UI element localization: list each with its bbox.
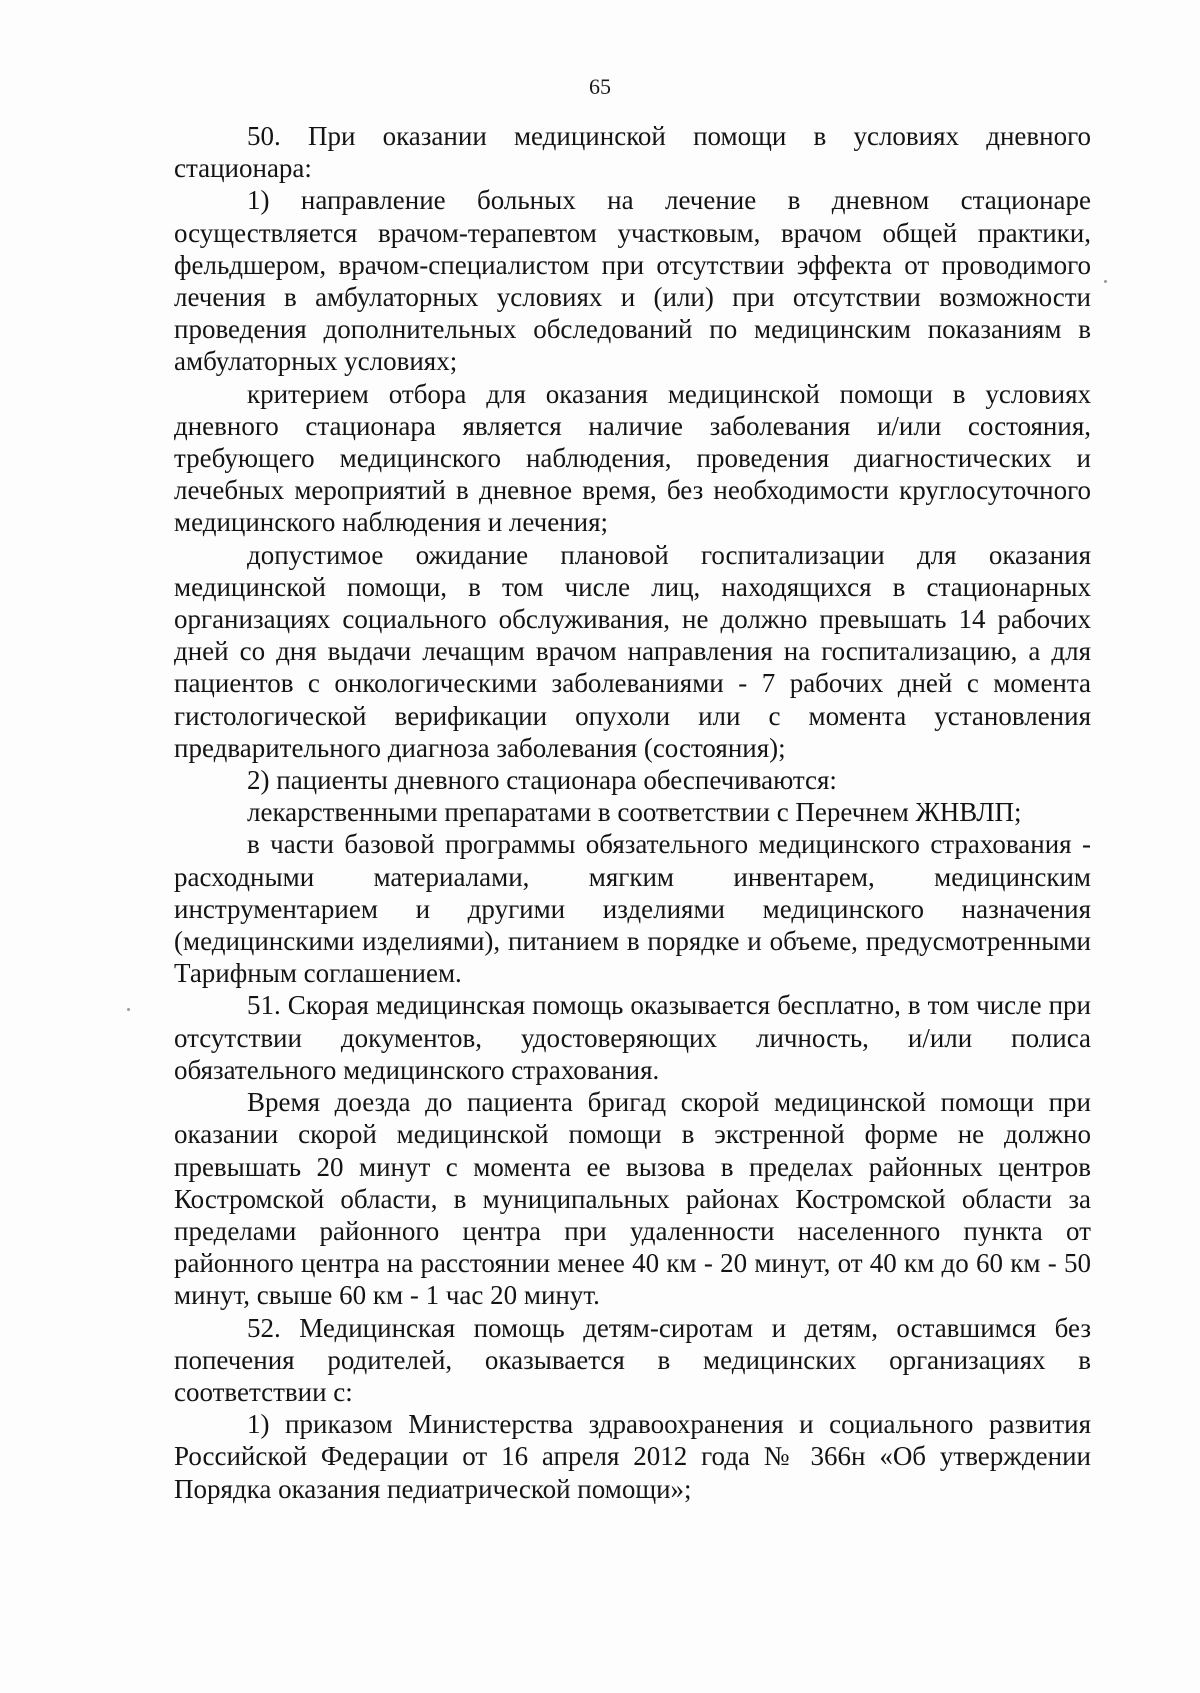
paragraph-51: 51. Скорая медицинская помощь оказывается бесплатно, в том числе при отсутствии документов, удостоверяющих личность, и/или полиса обязательного медицинского страхования. [174, 990, 1091, 1085]
document-body [174, 120, 1091, 1505]
scan-speck [127, 1008, 130, 1011]
paragraph-52: 52. Медицинская помощь детям-сиротам и детям, оставшимся без попечения родителей, оказывается в медицинских организациях в соответствии с: [174, 1312, 1091, 1407]
paragraph-50-item-2: 2) пациенты дневного стационара обеспечиваются: [247, 765, 837, 796]
paragraph-arrival-time: Время доезда до пациента бригад скорой медицинской помощи при оказании скорой медицинской помощи в экстренной форме не должно превышать 20 минут с момента ее вызова в пределах районных центров Костромской области, в муниципальных районах Костромской области за пределами районного центра при удаленности населенного пункта от районного центра на расстоянии менее 40 км - 20 минут, от 40 км до 60 км - 50 минут, свыше 60 км - 1 час 20 минут. [174, 1087, 1091, 1311]
paragraph-base-program: в части базовой программы обязательного медицинского страхования - расходными материалами, мягким инвентарем, медицинским инструментарием и другими изделиями медицинского назначения (медицинскими изделиями), питанием в порядке и объеме, предусмотренными Тарифным соглашением. [174, 829, 1091, 989]
paragraph-selection-criterion: критерием отбора для оказания медицинской помощи в условиях дневного стационара является наличие заболевания и/или состояния, требующего медицинского наблюдения, проведения диагностических и лечебных мероприятий в дневное время, без необходимости круглосуточного медицинского наблюдения и лечения; [174, 378, 1091, 538]
paragraph-waiting-time: допустимое ожидание плановой госпитализации для оказания медицинской помощи, в том числе лиц, находящихся в стационарных организациях социального обслуживания, не должно превышать 14 рабочих дней со дня выдачи лечащим врачом направления на госпитализацию, а для пациентов с онкологическими заболеваниями - 7 рабочих дней с момента гистологической верификации опухоли или с момента установления предварительного диагноза заболевания (состояния); [174, 539, 1091, 763]
scan-speck [1104, 280, 1107, 283]
page-number: 65 [589, 74, 611, 99]
paragraph-50: 50. При оказании медицинской помощи в условиях дневного стационара: [174, 121, 1091, 184]
paragraph-52-item-1: 1) приказом Министерства здравоохранения и социального развития Российской Федерации от 16 апреля 2012 года № 366н «Об утверждении Порядка оказания педиатрической помощи»; [174, 1409, 1091, 1504]
paragraph-50-item-1: 1) направление больных на лечение в дневном стационаре осуществляется врачом-терапевтом участковым, врачом общей практики, фельдшером, врачом-специалистом при отсутствии эффекта от проводимого лечения в амбулаторных условиях и (или) при отсутствии возможности проведения дополнительных обследований по медицинским показаниям в амбулаторных условиях; [174, 185, 1091, 377]
paragraph-medicines: лекарственными препаратами в соответствии с Перечнем ЖНВЛП; [247, 797, 1022, 828]
